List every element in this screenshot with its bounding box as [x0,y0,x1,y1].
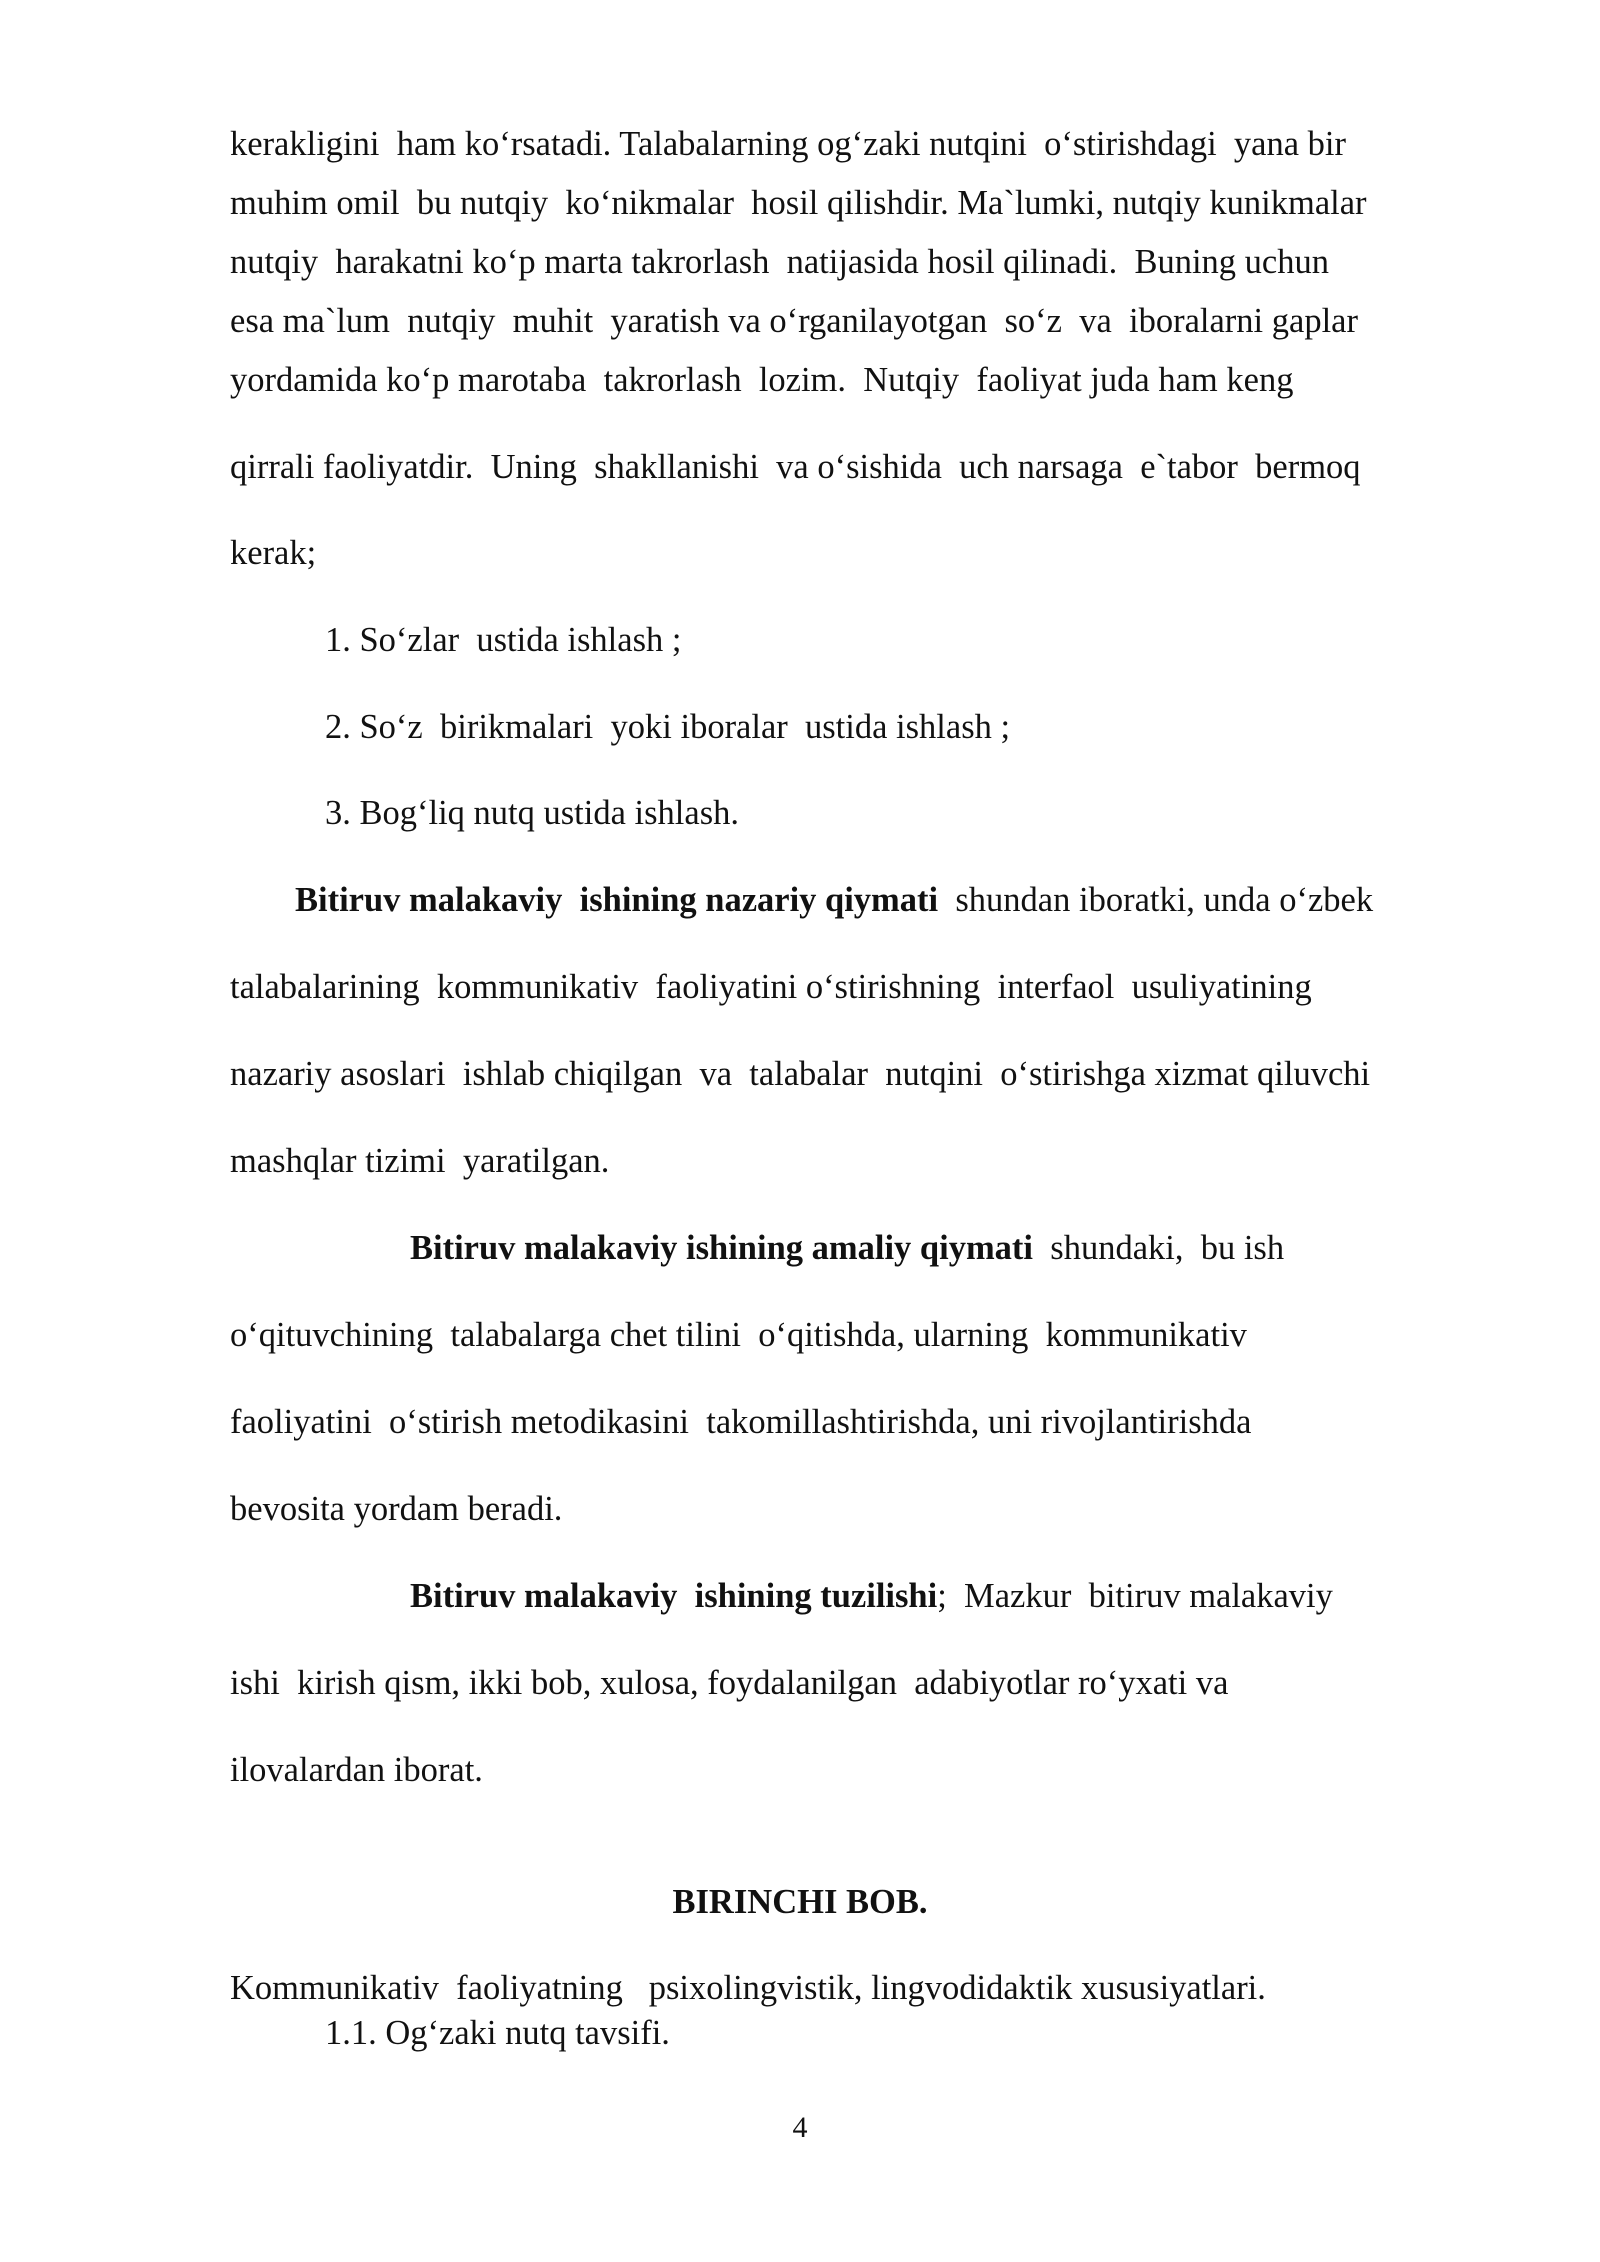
paragraph-line: muhim omil bu nutqiy ko‘nikmalar hosil qilishdir. Ma`lumki, nutqiy kunikmalar [230,184,1367,222]
amaliy-text: shundaki, bu ish [1033,1229,1285,1267]
list-item: 1. So‘zlar ustida ishlash ; [325,621,682,659]
section-title: 1.1. Og‘zaki nutq tavsifi. [325,2014,670,2052]
tuzilishi-text: ; Mazkur bitiruv malakaviy [937,1577,1333,1615]
paragraph-line: mashqlar tizimi yaratilgan. [230,1142,610,1180]
nazariy-heading: Bitiruv malakaviy ishining nazariy qiymati [295,881,939,919]
nazariy-text: shundan iboratki, unda o‘zbek [938,881,1374,919]
paragraph-line: ishi kirish qism, ikki bob, xulosa, foydalanilgan adabiyotlar ro‘yxati va [230,1664,1229,1702]
paragraph-line: esa ma`lum nutqiy muhit yaratish va o‘rganilayotgan so‘z va iboralarni gaplar [230,302,1358,340]
tuzilishi-heading: Bitiruv malakaviy ishining tuzilishi [410,1577,938,1615]
paragraph-line: kerak; [230,534,317,572]
amaliy-first-line [410,1226,1600,1270]
paragraph-line: yordamida ko‘p marotaba takrorlash lozim. Nutqiy faoliyat juda ham keng [230,361,1294,399]
paragraph-line: talabalarining kommunikativ faoliyatini o‘stirishning interfaol usuliyatining [230,968,1312,1006]
page-number: 4 [792,2111,808,2144]
paragraph-line: kerakligini ham ko‘rsatadi. Talabalarning og‘zaki nutqini o‘stirishdagi yana bir [230,125,1346,163]
paragraph-line: qirrali faoliyatdir. Uning shakllanishi va o‘sishida uch narsaga e`tabor bermoq [230,448,1361,486]
chapter-subtitle: Kommunikativ faoliyatning psixolingvistik, lingvodidaktik xususiyatlari. [230,1969,1266,2007]
amaliy-heading: Bitiruv malakaviy ishining amaliy qiymati [410,1229,1034,1267]
chapter-heading: BIRINCHI BOB. [672,1883,928,1921]
list-item: 3. Bog‘liq nutq ustida ishlash. [325,794,739,832]
paragraph-line: nutqiy harakatni ko‘p marta takrorlash natijasida hosil qilinadi. Buning uchun [230,243,1329,281]
paragraph-line: o‘qituvchining talabalarga chet tilini o‘qitishda, ularning kommunikativ [230,1316,1247,1354]
list-item: 2. So‘z birikmalari yoki iboralar ustida ishlash ; [325,708,1011,746]
tuzilishi-first-line [410,1574,1600,1618]
paragraph-line: faoliyatini o‘stirish metodikasini takomillashtirishda, uni rivojlantirishda [230,1403,1252,1441]
nazariy-first-line [295,878,1595,922]
paragraph-line: bevosita yordam beradi. [230,1490,563,1528]
paragraph-line: nazariy asoslari ishlab chiqilgan va talabalar nutqini o‘stirishga xizmat qiluvchi [230,1055,1371,1093]
paragraph-line: ilovalardan iborat. [230,1751,483,1789]
